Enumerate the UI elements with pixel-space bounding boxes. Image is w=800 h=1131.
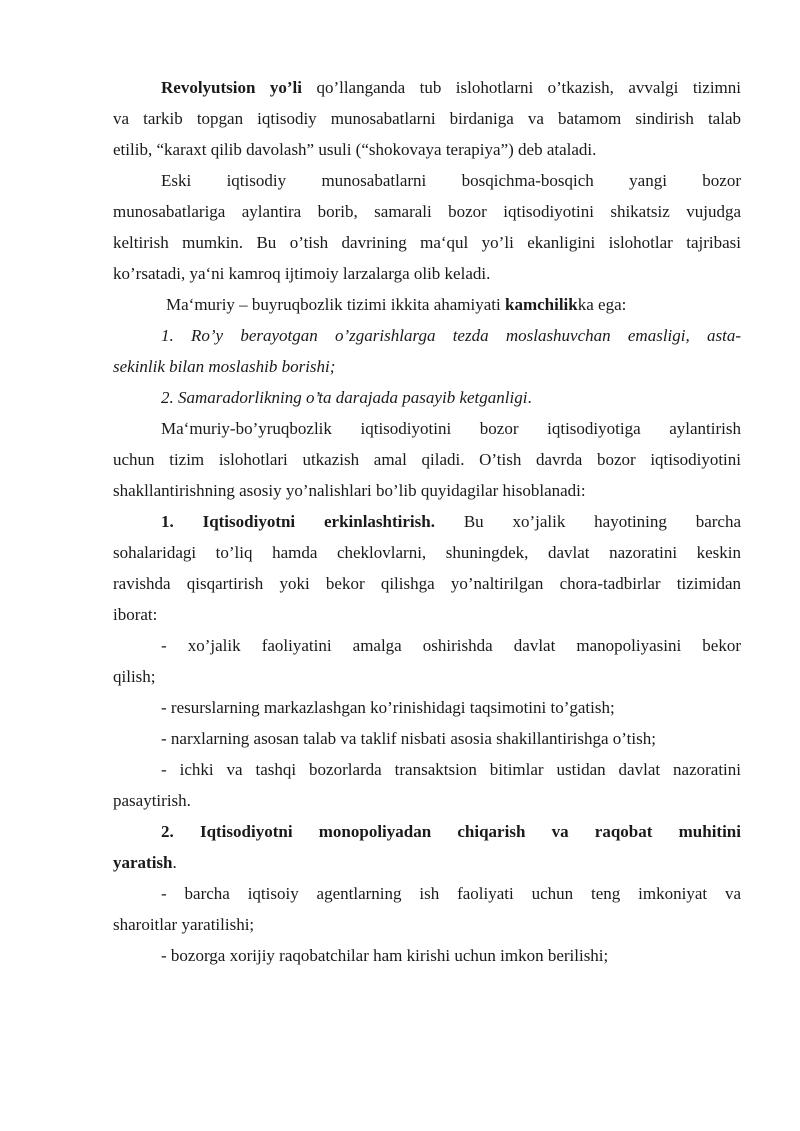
section-1-line2: sohalaridagi to’liq hamda cheklovlarni, shuningdek, davlat nazoratini keskin bbox=[113, 543, 741, 562]
paragraph-evolution-line1: Eski iqtisodiy munosabatlarni bosqichma-bosqich yangi bozor bbox=[161, 171, 741, 190]
section-1-line4: iborat: bbox=[113, 605, 158, 624]
section-1-line3: ravishda qisqartirish yoki bekor qilishga yo’naltirilgan chora-tadbirlar tizimidan bbox=[113, 574, 741, 593]
paragraph-transition-line2: uchun tizim islohotlari utkazish amal qiladi. O’tish davrda bozor iqtisodiyotini bbox=[113, 450, 741, 469]
section-2-heading-line2: yaratish. bbox=[113, 853, 177, 872]
paragraph-kamchilik: Ma‘muriy – buyruqbozlik tizimi ikkita ahamiyati kamchilikka ega: bbox=[166, 295, 627, 314]
paragraph-evolution-line4: ko’rsatadi, ya‘ni kamroq ijtimoiy larzalarga olib keladi. bbox=[113, 264, 491, 283]
section-2-title: 2. Iqtisodiyotni monopoliyadan chiqarish va raqobat muhitini bbox=[161, 822, 741, 841]
paragraph-transition-line1: Ma‘muriy-bo’yruqbozlik iqtisodiyotini bozor iqtisodiyotiga aylantirish bbox=[161, 419, 741, 438]
bullet-2: - resurslarning markazlashgan ko’rinishidagi taqsimotini to’gatish; bbox=[161, 698, 615, 717]
bullet-4-line2: pasaytirish. bbox=[113, 791, 191, 810]
bullet-6: - bozorga xorijiy raqobatchilar ham kirishi uchun imkon berilishi; bbox=[161, 946, 609, 965]
list-item-1-line1: 1. Ro’y berayotgan o’zgarishlarga tezda moslashuvchan emasligi, asta- bbox=[161, 326, 741, 345]
bold-term-kamchilik: kamchilik bbox=[505, 295, 578, 314]
section-1-heading: 1. Iqtisodiyotni erkinlashtirish. Bu xo’jalik hayotining barcha bbox=[161, 512, 742, 531]
bullet-3: - narxlarning asosan talab va taklif nisbati asosia shakillantirishga o’tish; bbox=[161, 729, 656, 748]
paragraph-revolutsion-line1: Revolyutsion yo’li qo’llanganda tub islohotlarni o’tkazish, avvalgi tizimni bbox=[161, 78, 741, 97]
section-1-title: 1. Iqtisodiyotni erkinlashtirish. bbox=[161, 512, 435, 531]
bullet-1-line1: - xo’jalik faoliyatini amalga oshirishda davlat manopoliyasini bekor bbox=[161, 636, 741, 655]
paragraph-evolution-line3: keltirish mumkin. Bu o’tish davrining ma‘qul yo’li ekanligini islohotlar tajribasi bbox=[113, 233, 741, 252]
paragraph-evolution-line2: munosabatlariga aylantira borib, samarali bozor iqtisodiyotini shikatsiz vujudga bbox=[113, 202, 741, 221]
section-2-heading bbox=[161, 820, 741, 844]
bullet-4-line1: - ichki va tashqi bozorlarda transaktsion bitimlar ustidan davlat nazoratini bbox=[161, 760, 741, 779]
paragraph-transition-line3: shakllantirishning asosiy yo’nalishlari bo’lib quyidagilar hisoblanadi: bbox=[113, 481, 586, 500]
bullet-5-line2: sharoitlar yaratilishi; bbox=[113, 915, 255, 934]
bullet-5-line1: - barcha iqtisoiy agentlarning ish faoliyati uchun teng imkoniyat va bbox=[161, 884, 741, 903]
paragraph-revolutsion-line2: va tarkib topgan iqtisodiy munosabatlarni birdaniga va batamom sindirish talab bbox=[113, 109, 741, 128]
bold-term-revolyutsion: Revolyutsion yo’li bbox=[161, 78, 302, 97]
paragraph-revolutsion-line3: etilib, “karaxt qilib davolash” usuli (“shokovaya terapiya”) deb ataladi. bbox=[113, 140, 597, 159]
list-item-2: 2. Samaradorlikning o’ta darajada pasayib ketganligi. bbox=[161, 388, 532, 407]
list-item-1-line2: sekinlik bilan moslashib borishi; bbox=[113, 357, 336, 376]
bullet-1-line2: qilish; bbox=[113, 667, 156, 686]
